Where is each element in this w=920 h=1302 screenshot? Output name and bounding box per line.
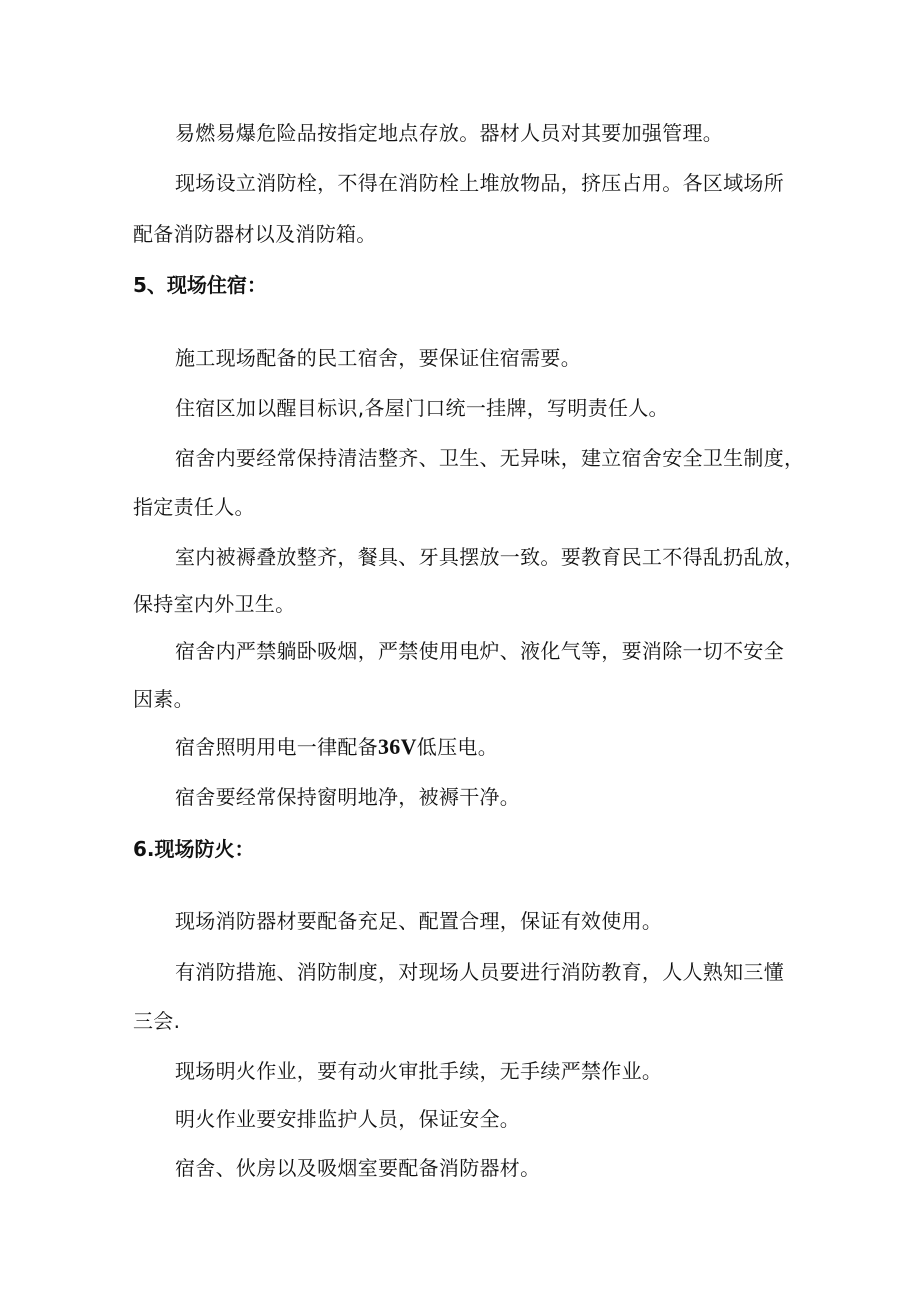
voltage-value: 36V <box>378 734 417 759</box>
section-heading: 5、现场住宿： <box>133 273 267 297</box>
paragraph-line: 住宿区加以醒目标识,各屋门口统一挂牌，写明责任人。 <box>175 396 669 420</box>
paragraph-line: 指定责任人。 <box>133 495 255 519</box>
paragraph-line: 现场明火作业，要有动火审批手续，无手续严禁作业。 <box>175 1059 663 1083</box>
paragraph-line: 宿舍要经常保持窗明地净，被褥干净。 <box>175 785 521 809</box>
paragraph-line: 施工现场配备的民工宿舍，要保证住宿需要。 <box>175 346 581 370</box>
paragraph-line: 三会. <box>133 1009 181 1033</box>
paragraph-line: 保持室内外卫生。 <box>133 592 296 616</box>
paragraph-line: 因素。 <box>133 687 194 711</box>
text-run: 宿舍照明用电一律配备 <box>175 735 378 759</box>
paragraph-line: 现场消防器材要配备充足、配置合理，保证有效使用。 <box>175 909 663 933</box>
paragraph-line: 明火作业要安排监护人员，保证安全。 <box>175 1107 521 1131</box>
paragraph-line: 有消防措施、消防制度，对现场人员要进行消防教育，人人熟知三懂 <box>175 960 784 984</box>
paragraph-line: 配备消防器材以及消防箱。 <box>133 222 377 246</box>
text-run: 低压电。 <box>416 735 498 759</box>
paragraph-line: 室内被褥叠放整齐，餐具、牙具摆放一致。要教育民工不得乱扔乱放， <box>175 545 805 569</box>
paragraph-line: 易燃易爆危险品按指定地点存放。器材人员对其要加强管理。 <box>175 121 724 145</box>
paragraph-line: 宿舍内严禁躺卧吸烟，严禁使用电炉、液化气等，要消除一切不安全 <box>175 639 784 663</box>
paragraph-line: 宿舍内要经常保持清洁整齐、卫生、无异味，建立宿舍安全卫生制度， <box>175 446 805 470</box>
paragraph-line <box>175 734 498 760</box>
paragraph-line: 现场设立消防栓，不得在消防栓上堆放物品，挤压占用。各区域场所 <box>175 171 784 195</box>
paragraph-line: 宿舍、伙房以及吸烟室要配备消防器材。 <box>175 1156 541 1180</box>
section-heading: 6.现场防火： <box>133 837 255 861</box>
